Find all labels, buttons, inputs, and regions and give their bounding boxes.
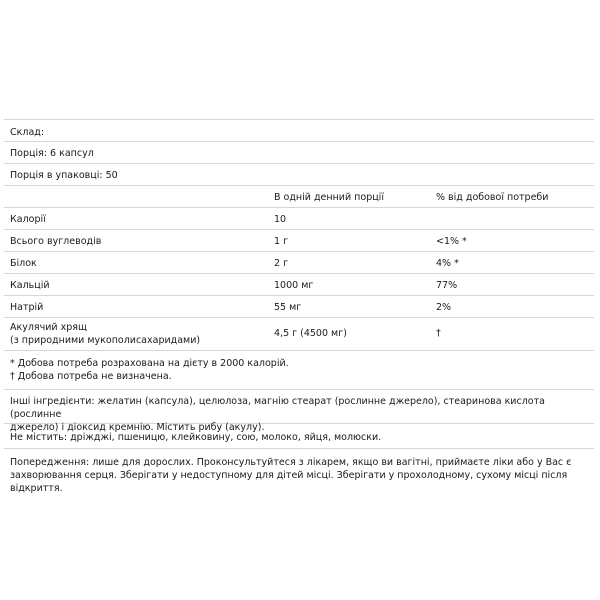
- table-row: [4, 296, 594, 318]
- footnotes: [4, 351, 594, 390]
- header-daily-value: % від добової потреби: [436, 192, 549, 203]
- serving-size-row: [4, 142, 594, 164]
- nutrient-daily-value: †: [436, 328, 441, 339]
- shark-cartilage-name: Акулячий хрящ: [10, 322, 87, 333]
- warning-line: Попередження: лише для дорослих. Проконсультуйтеся з лікарем, якщо ви вагітні, приймаєте ліки або у Вас є: [10, 457, 572, 468]
- nutrient-daily-value: 2%: [436, 302, 452, 313]
- composition-row: [4, 119, 594, 142]
- nutrient-amount: 55 мг: [274, 302, 302, 313]
- servings-per-container-row: [4, 164, 594, 186]
- nutrient-name: Кальцій: [10, 280, 50, 291]
- nutrient-name: [10, 321, 200, 347]
- nutrient-amount: 2 г: [274, 258, 289, 269]
- does-not-contain: [4, 424, 594, 449]
- table-row: [4, 252, 594, 274]
- warning: [4, 449, 594, 494]
- supplement-facts-panel: [4, 119, 594, 494]
- nutrient-amount: 1000 мг: [274, 280, 314, 291]
- footnote-not-established: † Добова потреба не визначена.: [10, 371, 172, 382]
- other-ingredients-line: джерело) і діоксид кремнію. Містить рибу (акулу).: [10, 422, 265, 433]
- nutrient-daily-value: <1% *: [436, 236, 467, 247]
- nutrient-amount: 10: [274, 214, 287, 225]
- table-row: [4, 274, 594, 296]
- table-row: [4, 208, 594, 230]
- table-row: [4, 230, 594, 252]
- composition-label: Склад:: [10, 127, 45, 138]
- does-not-contain-text: Не містить: дріжджі, пшеницю, клейковину, сою, молоко, яйця, молюски.: [10, 432, 382, 443]
- nutrient-name: Всього вуглеводів: [10, 236, 102, 247]
- table-row-shark-cartilage: [4, 318, 594, 351]
- nutrient-amount: 1 г: [274, 236, 289, 247]
- shark-cartilage-subtitle: (з природними мукополисахаридами): [10, 335, 201, 346]
- other-ingredients-line: Інші інгредієнти: желатин (капсула), целюлоза, магнію стеарат (рослинне джерело), стеаринова кислота (рослинне: [10, 396, 545, 420]
- footnote-daily-value: * Добова потреба розрахована на дієту в 2000 калорій.: [10, 358, 289, 369]
- nutrient-amount: 4,5 г (4500 мг): [274, 328, 347, 339]
- other-ingredients: [4, 390, 594, 433]
- warning-line: захворювання серця. Зберігати у недоступному для дітей місці. Зберігати у прохолодному, сухому місці після відкриття.: [10, 470, 568, 494]
- header-amount-per-serving: В одній денний порції: [274, 192, 384, 203]
- nutrient-daily-value: 4% *: [436, 258, 459, 269]
- nutrient-name: Натрій: [10, 302, 44, 313]
- nutrient-daily-value: 77%: [436, 280, 458, 291]
- serving-size: Порція: 6 капсул: [10, 148, 94, 159]
- nutrient-name: Калорії: [10, 214, 46, 225]
- servings-per-container: Порція в упаковці: 50: [10, 170, 118, 181]
- table-header-row: [4, 186, 594, 208]
- nutrient-name: Білок: [10, 258, 37, 269]
